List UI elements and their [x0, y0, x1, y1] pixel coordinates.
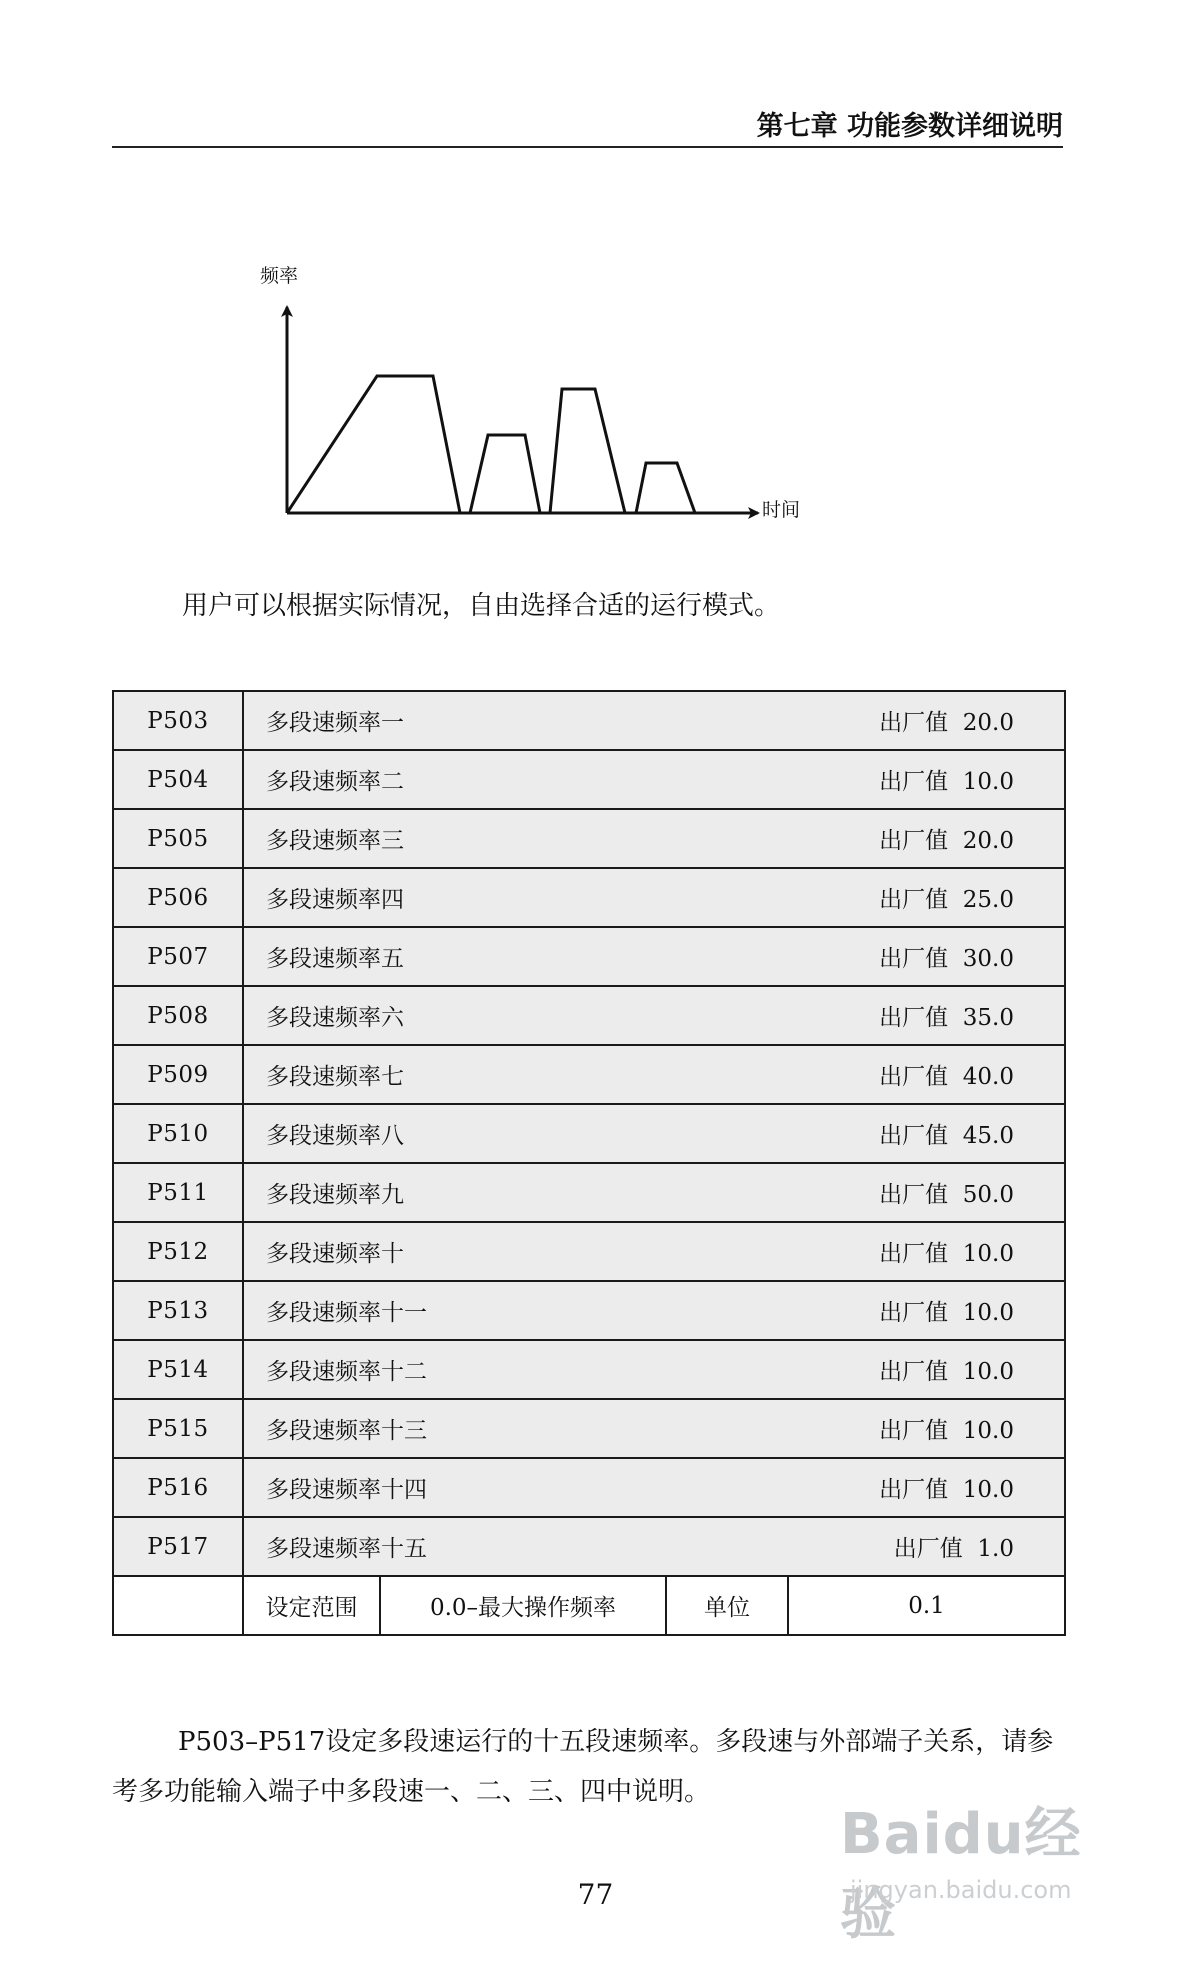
param-code: P514 [113, 1340, 243, 1399]
range-value: 0.0–最大操作频率 [380, 1576, 666, 1635]
table-row [113, 1163, 1065, 1222]
description-paragraph: P503–P517设定多段速运行的十五段速频率。多段速与外部端子关系，请参考多功能输入端子中多段速一、二、三、四中说明。 [112, 1727, 1054, 1807]
param-default: 出厂值 20.0 [879, 828, 1014, 854]
param-name: 多段速频率十二 [266, 1359, 427, 1385]
table-footer-row [113, 1576, 1065, 1635]
param-default: 出厂值 35.0 [879, 1005, 1014, 1031]
speed-profile-line [287, 376, 695, 513]
param-cell [243, 1281, 1065, 1340]
param-cell [243, 868, 1065, 927]
table-row [113, 750, 1065, 809]
param-code: P512 [113, 1222, 243, 1281]
param-name: 多段速频率十五 [266, 1536, 427, 1562]
param-cell [243, 927, 1065, 986]
frequency-time-diagram [250, 255, 830, 530]
param-default: 出厂值 10.0 [879, 1418, 1014, 1444]
watermark-brand: Baidu经验 [840, 1802, 1082, 1947]
param-default: 出厂值 10.0 [879, 1477, 1014, 1503]
table-row [113, 868, 1065, 927]
param-name: 多段速频率十三 [266, 1418, 427, 1444]
param-default: 出厂值 10.0 [879, 1300, 1014, 1326]
table-row [113, 1517, 1065, 1576]
param-default: 出厂值 50.0 [879, 1182, 1014, 1208]
param-default: 出厂值 25.0 [879, 887, 1014, 913]
param-name: 多段速频率二 [266, 769, 404, 795]
param-default: 出厂值 1.0 [893, 1536, 1014, 1562]
unit-value: 0.1 [788, 1576, 1065, 1635]
param-code: P506 [113, 868, 243, 927]
param-code: P505 [113, 809, 243, 868]
baidu-watermark [840, 1790, 1100, 1947]
unit-label: 单位 [666, 1576, 788, 1635]
param-code: P503 [113, 691, 243, 750]
param-code: P504 [113, 750, 243, 809]
param-name: 多段速频率五 [266, 946, 404, 972]
param-code: P511 [113, 1163, 243, 1222]
param-name: 多段速频率四 [266, 887, 404, 913]
parameter-table [112, 690, 1066, 1636]
page-number: 77 [577, 1878, 614, 1911]
param-name: 多段速频率一 [266, 710, 404, 736]
param-name: 多段速频率十 [266, 1241, 404, 1267]
chapter-title: 第七章 功能参数详细说明 [756, 111, 1063, 142]
param-cell [243, 1104, 1065, 1163]
table-row [113, 1281, 1065, 1340]
param-code: P516 [113, 1458, 243, 1517]
param-name: 多段速频率七 [266, 1064, 404, 1090]
param-cell [243, 1340, 1065, 1399]
param-code: P507 [113, 927, 243, 986]
param-cell [243, 1517, 1065, 1576]
param-default: 出厂值 30.0 [879, 946, 1014, 972]
param-name: 多段速频率九 [266, 1182, 404, 1208]
param-default: 出厂值 40.0 [879, 1064, 1014, 1090]
table-row [113, 927, 1065, 986]
param-name: 多段速频率十一 [266, 1300, 427, 1326]
table-row [113, 986, 1065, 1045]
param-code: P510 [113, 1104, 243, 1163]
table-row [113, 1340, 1065, 1399]
param-name: 多段速频率十四 [266, 1477, 427, 1503]
diagram-svg [250, 255, 830, 530]
intro-paragraph: 用户可以根据实际情况，自由选择合适的运行模式。 [182, 591, 781, 621]
param-default: 出厂值 20.0 [879, 710, 1014, 736]
param-cell [243, 1222, 1065, 1281]
param-default: 出厂值 45.0 [879, 1123, 1014, 1149]
param-cell [243, 1045, 1065, 1104]
footer-empty [113, 1576, 243, 1635]
param-cell [243, 1163, 1065, 1222]
table-row [113, 1458, 1065, 1517]
param-code: P513 [113, 1281, 243, 1340]
param-default: 出厂值 10.0 [879, 1359, 1014, 1385]
table-row [113, 1104, 1065, 1163]
param-cell [243, 1399, 1065, 1458]
x-axis-label: 时间 [762, 499, 801, 521]
param-cell [243, 750, 1065, 809]
param-cell [243, 986, 1065, 1045]
param-default: 出厂值 10.0 [879, 1241, 1014, 1267]
param-code: P508 [113, 986, 243, 1045]
param-cell [243, 691, 1065, 750]
param-code: P509 [113, 1045, 243, 1104]
table-row [113, 1222, 1065, 1281]
table-row [113, 809, 1065, 868]
param-default: 出厂值 10.0 [879, 769, 1014, 795]
watermark-url: jingyan.baidu.com [850, 1876, 1072, 1904]
param-name: 多段速频率六 [266, 1005, 404, 1031]
param-cell [243, 1458, 1065, 1517]
param-code: P517 [113, 1517, 243, 1576]
page-header [112, 98, 1063, 148]
param-code: P515 [113, 1399, 243, 1458]
table-row [113, 691, 1065, 750]
table-row [113, 1399, 1065, 1458]
range-label: 设定范围 [243, 1576, 380, 1635]
y-axis-label: 频率 [260, 265, 299, 287]
param-cell [243, 809, 1065, 868]
table-row [113, 1045, 1065, 1104]
param-name: 多段速频率三 [266, 828, 404, 854]
param-name: 多段速频率八 [266, 1123, 404, 1149]
